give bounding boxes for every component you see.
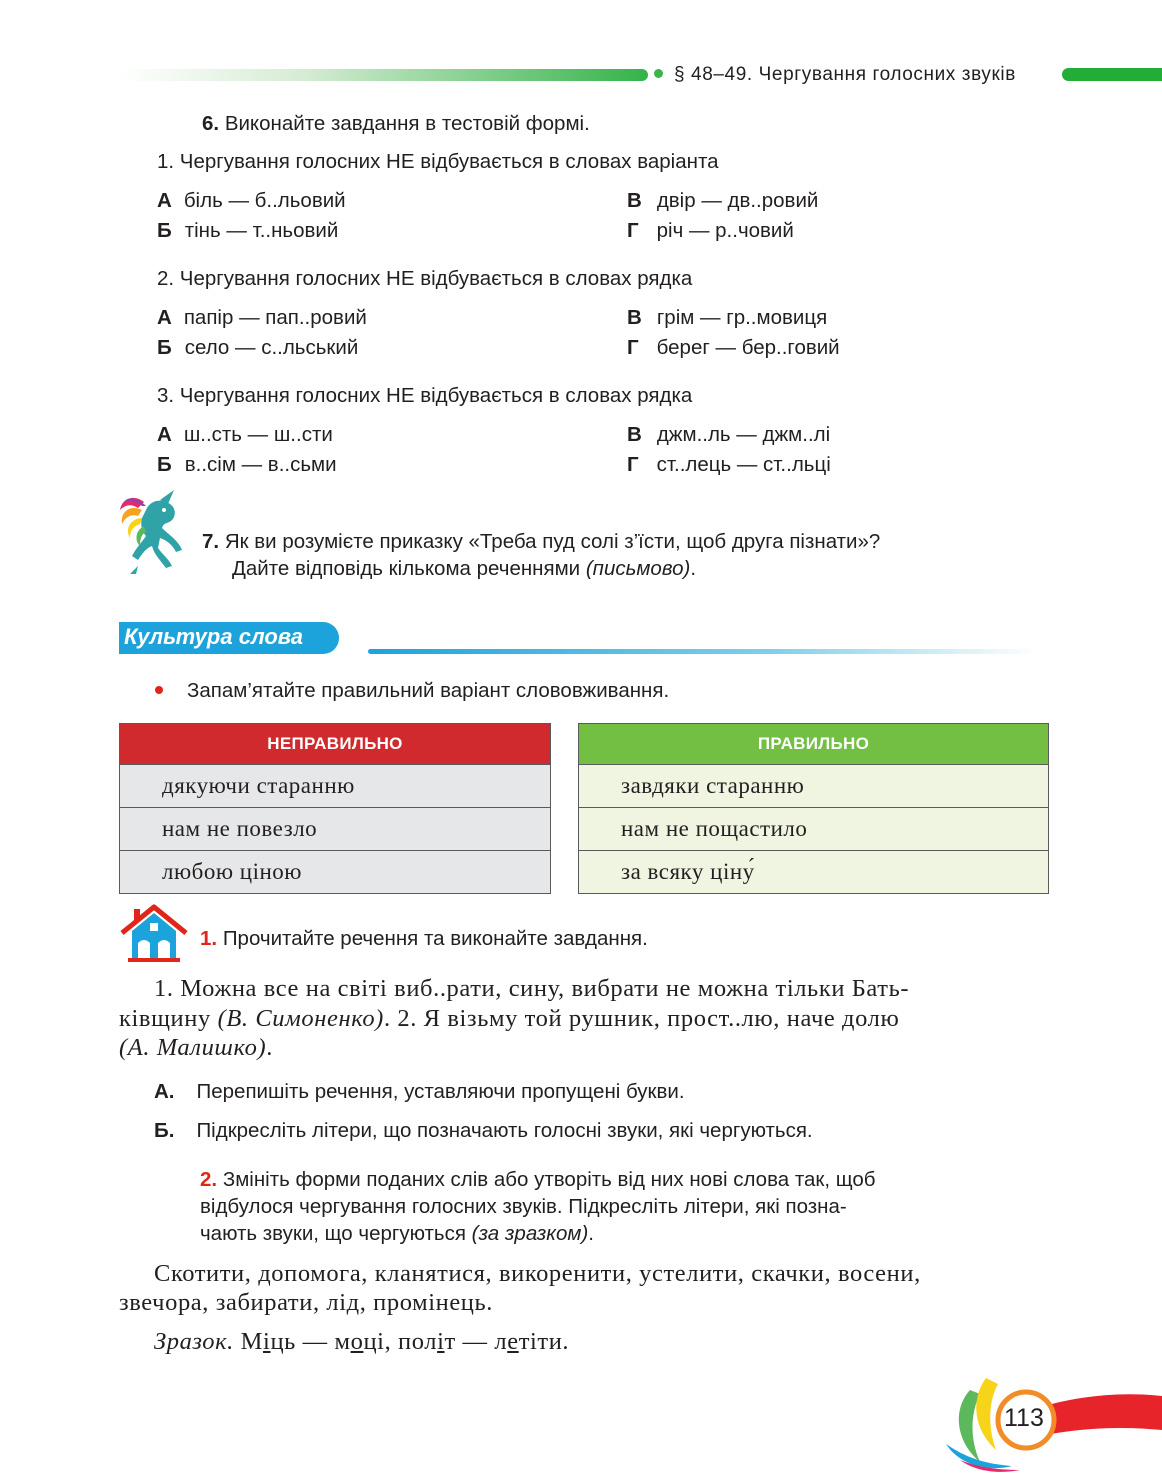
task7-number: 7. (202, 530, 220, 553)
q1-option-b (157, 219, 338, 243)
step-text: Підкресліть літери, що позначають голосні звуки, які чергуються. (196, 1119, 813, 1142)
header-title: § 48–49. Чергування голосних звуків (674, 64, 1016, 85)
home-task2-line2: відбулося чергування голосних звуків. Підкресліть літери, які позна- (200, 1195, 847, 1218)
option-letter: Б (157, 453, 172, 476)
option-text: ст..лець — ст..льці (656, 453, 831, 476)
bullet-dot (155, 686, 163, 694)
option-text: папір — пап..ровий (183, 306, 367, 329)
task7-period: . (690, 557, 697, 580)
home-task2-number: 2. (200, 1168, 218, 1191)
option-text: тінь — т..ньовий (184, 219, 339, 242)
wrong-cell: дякуючи старанню (120, 765, 551, 808)
step-b (154, 1119, 813, 1143)
section-banner-line (368, 649, 1038, 654)
option-text: берег — бер..говий (656, 336, 840, 359)
correct-usage-table (578, 723, 1049, 894)
wrong-header: НЕПРАВИЛЬНО (120, 724, 551, 765)
sentence-text: ківщину (119, 1005, 211, 1032)
author-malyshko: (А. Малишко) (119, 1034, 267, 1061)
right-cell: за всяку ціну́ (579, 851, 1049, 894)
option-letter: Г (627, 219, 639, 242)
page-corner-decoration (940, 1370, 1162, 1474)
option-text: ш..сть — ш..сти (183, 423, 333, 446)
wrong-usage-table (119, 723, 551, 894)
sample-underlined: і (263, 1328, 271, 1355)
sentence-line-1: 1. Можна все на світі виб..рати, сину, вибрати не можна тільки Бать- (154, 975, 910, 1002)
header-right-bar (1062, 68, 1162, 81)
wrong-cell: нам не повезло (120, 808, 551, 851)
q1-option-v (627, 189, 818, 213)
words-line-2: звечора, забирати, лід, промінець. (119, 1289, 493, 1316)
option-text: біль — б..льовий (183, 189, 346, 212)
task6-heading (202, 112, 590, 136)
page-number: 113 (1004, 1404, 1044, 1432)
question-2: 2. Чергування голосних НЕ відбувається в словах рядка (157, 267, 693, 290)
home-task2-line1 (200, 1168, 876, 1192)
task7-instruction: Дайте відповідь кількома реченнями (232, 557, 581, 580)
home-task2-text: Змініть форми поданих слів або утворіть від них нові слова так, щоб (222, 1168, 876, 1191)
header-dot (654, 69, 663, 78)
header-gradient-bar (118, 69, 648, 81)
task7-line1 (202, 530, 880, 554)
home-task1-title: Прочитайте речення та виконайте завдання. (222, 927, 648, 950)
q2-option-b (157, 336, 358, 360)
q3-option-v (627, 423, 830, 447)
wrong-cell: любою ціною (120, 851, 551, 894)
step-letter: Б. (154, 1119, 175, 1142)
sentence-text: . 2. Я візьму той рушник, прост..лю, наче долю (383, 1005, 900, 1032)
step-text: Перепишіть речення, уставляючи пропущені букви. (196, 1080, 685, 1103)
task7-instruction-italic: (письмово) (585, 557, 691, 580)
q1-option-g (627, 219, 794, 243)
house-icon (118, 903, 190, 963)
home-task1-number: 1. (200, 927, 218, 950)
option-text: річ — р..човий (656, 219, 794, 242)
option-letter: А (157, 306, 172, 329)
option-letter: В (627, 306, 642, 329)
sample-text: ці, пол (363, 1328, 438, 1355)
option-text: грім — гр..мовиця (656, 306, 828, 329)
step-a (154, 1080, 685, 1104)
home-task2-text: чають звуки, що чергуються (200, 1222, 466, 1245)
sample-underlined: о (350, 1328, 364, 1355)
right-cell: нам не пощастило (579, 808, 1049, 851)
option-letter: Г (627, 336, 639, 359)
right-cell: завдяки старанню (579, 765, 1049, 808)
option-letter: Б (157, 336, 172, 359)
question-3: 3. Чергування голосних НЕ відбувається в словах рядка (157, 384, 693, 407)
option-letter: Г (627, 453, 639, 476)
question-1: 1. Чергування голосних НЕ відбувається в словах варіанта (157, 150, 719, 173)
sample-text: М (240, 1328, 264, 1355)
unicorn-icon (116, 488, 198, 576)
task6-title: Виконайте завдання в тестовій формі. (224, 112, 590, 135)
q3-option-b (157, 453, 337, 477)
task6-number: 6. (202, 112, 220, 135)
sample-line (154, 1327, 569, 1357)
option-letter: А (157, 189, 172, 212)
q2-option-g (627, 336, 840, 360)
right-header: ПРАВИЛЬНО (579, 724, 1049, 765)
option-letter: В (627, 189, 642, 212)
words-line-1: Скотити, допомога, кланятися, викоренити, устелити, скачки, восени, (154, 1260, 921, 1287)
q3-option-a (157, 423, 333, 447)
option-letter: А (157, 423, 172, 446)
option-text: село — с..льський (184, 336, 359, 359)
sample-text: т — л (444, 1328, 508, 1355)
section-banner-title: Культура слова (124, 624, 304, 649)
sample-underlined: е (507, 1328, 519, 1355)
home-task1-heading (200, 927, 648, 951)
option-text: джм..ль — джм..лі (656, 423, 831, 446)
home-task2-italic: (за зразком) (471, 1222, 589, 1245)
sample-label: Зразок. (154, 1328, 234, 1355)
option-text: в..сім — в..сьми (184, 453, 337, 476)
culture-instruction: Запам’ятайте правильний варіант слововживання. (187, 679, 670, 702)
sample-text: ць — м (270, 1328, 351, 1355)
sentence-end: . (266, 1034, 273, 1061)
home-task2-end: . (588, 1222, 594, 1245)
home-task2-line3 (200, 1222, 594, 1246)
option-letter: Б (157, 219, 172, 242)
sample-text: тіти. (518, 1328, 570, 1355)
sentence-line-3 (119, 1033, 273, 1063)
sentence-line-2 (119, 1004, 899, 1034)
q2-option-a (157, 306, 367, 330)
author-simonenko: (В. Симоненко) (217, 1005, 384, 1032)
option-letter: В (627, 423, 642, 446)
q1-option-a (157, 189, 346, 213)
task7-line2 (232, 557, 696, 581)
q2-option-v (627, 306, 827, 330)
step-letter: А. (154, 1080, 175, 1103)
q3-option-g (627, 453, 831, 477)
task7-question: Як ви розумієте приказку «Треба пуд солі з’їсти, щоб друга пізнати»? (224, 530, 881, 553)
option-text: двір — дв..ровий (656, 189, 819, 212)
sample-underlined: і (437, 1328, 445, 1355)
